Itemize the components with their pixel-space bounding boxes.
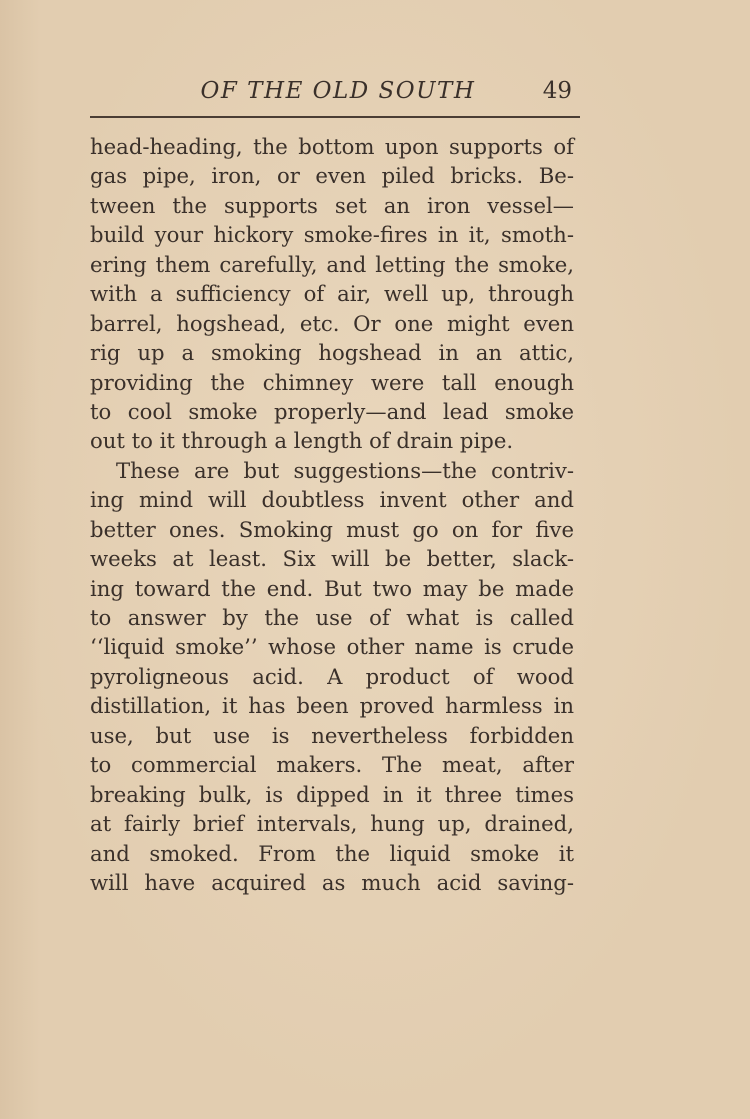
text-line: at fairly brief intervals, hung up, drained, xyxy=(90,811,574,837)
text-line: tween the supports set an iron vessel— xyxy=(90,192,574,218)
text-line: ‘‘liquid smoke’’ whose other name is crude xyxy=(90,634,574,660)
text-line: use, but use is nevertheless forbidden xyxy=(90,722,574,748)
text-line: and smoked. From the liquid smoke it xyxy=(90,840,574,866)
text-line: to commercial makers. The meat, after xyxy=(90,752,574,778)
text-line: ing mind will doubtless invent other and xyxy=(90,487,574,513)
text-line: providing the chimney were tall enough xyxy=(90,369,574,395)
text-line: to answer by the use of what is called xyxy=(90,605,574,630)
text-line: weeks at least. Six will be better, slack- xyxy=(90,546,574,572)
text-line: will have acquired as much acid saving- xyxy=(90,869,574,895)
text-line: pyroligneous acid. A product of wood xyxy=(90,663,574,689)
text-line: with a sufficiency of air, well up, through xyxy=(90,281,574,307)
text-line: out to it through a length of drain pipe. xyxy=(90,428,514,454)
text-line: These are but suggestions—the contriv- xyxy=(116,457,574,483)
text-line: rig up a smoking hogshead in an attic, xyxy=(90,340,574,366)
text-line: ering them carefully, and letting the smoke, xyxy=(90,251,574,277)
text-line: ing toward the end. But two may be made xyxy=(90,575,574,601)
running-head xyxy=(90,78,576,112)
running-title: OF THE OLD SOUTH xyxy=(200,78,476,104)
text-line: head-heading, the bottom upon supports of xyxy=(90,134,574,159)
text-line: gas pipe, iron, or even piled bricks. Be- xyxy=(90,163,574,189)
page-number: 49 xyxy=(542,78,572,104)
text-line: barrel, hogshead, etc. Or one might even xyxy=(90,310,574,336)
text-line: better ones. Smoking must go on for five xyxy=(90,516,574,542)
text-line: build your hickory smoke-fires in it, smoth- xyxy=(90,222,574,248)
text-line: breaking bulk, is dipped in it three times xyxy=(90,781,574,807)
body-text xyxy=(90,132,574,897)
text-line: to cool smoke properly—and lead smoke xyxy=(90,398,574,424)
text-line: distillation, it has been proved harmless in xyxy=(90,693,574,719)
header-rule xyxy=(90,116,580,118)
